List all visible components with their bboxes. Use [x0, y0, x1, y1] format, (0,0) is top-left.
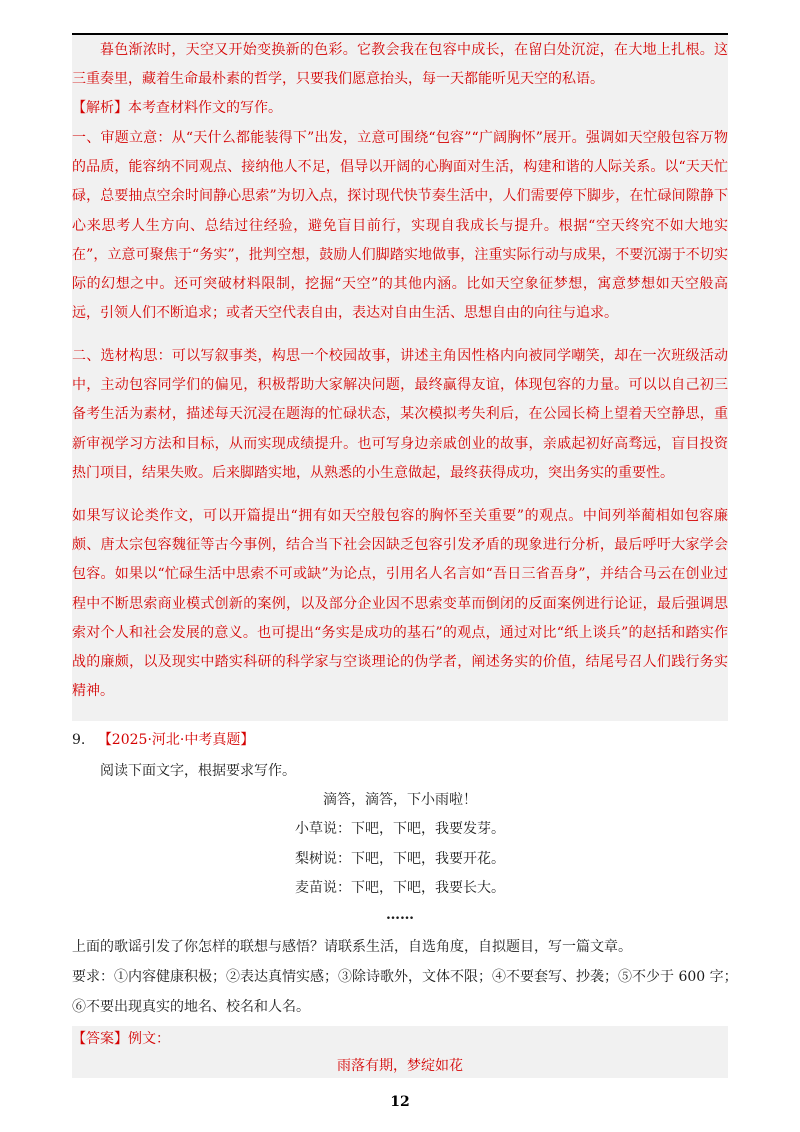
essay-ending-paragraph: 暮色渐浓时，天空又开始变换新的色彩。它教会我在包容中成长，在留白处沉淀，在大地上扎根。这三重奏里，藏着生命最朴素的哲学，只要我们愿意抬头，每一天都能听见天空的私语。 — [72, 42, 728, 88]
analysis-section-2: 二、选材构思：可以写叙事类，构思一个校园故事，讲述主角因性格内向被同学嘲笑，却在一次班级活动中，主动包容同学们的偏见，积极帮助大家解决问题，最终赢得友谊，体现包容的力量。可以以自己初三备考生活为素材，描述每天沉浸在题海的忙碌状态，某次模拟考失利后，在公园长椅上望着天空静思，重新审视学习方法和目标，从而实现成绩提升。也可写身边亲戚创业的故事，亲戚起初好高骛远，盲目投资热门项目，结果失败。后来脚踏实地，从熟悉的小生意做起，最终获得成功，突出务实的重要性。 — [72, 348, 728, 481]
question-number: 9. — [72, 732, 86, 748]
poem-line: 梨树说：下吧，下吧，我要开花。 — [295, 851, 505, 867]
analysis-label: 【解析】本考查材料作文的写作。 — [72, 100, 282, 116]
poem-line: 滴答，滴答，下小雨啦！ — [323, 792, 477, 808]
question-source: 【2025·河北·中考真题】 — [97, 732, 255, 748]
writing-requirements: 要求：①内容健康积极；②表达真情实感；③除诗歌外，文体不限；④不要套写、抄袭；⑤不少于 600 字； — [72, 969, 738, 985]
analysis-section-1: 一、审题立意：从“天什么都能装得下”出发，立意可围绕“包容”“广阔胸怀”展开。强调如天空般包容万物的品质，能容纳不同观点、接纳他人不足，倡导以开阔的心胸面对生活，构建和谐的人际关系。以“天天忙碌，总要抽点空余时间静心思索”为切入点，探讨现代快节奏生活中，人们需要停下脚步，在忙碌间隙静下心来思考人生方向、总结过往经验，避免盲目前行，实现自我成长与提升。根据“空天终究不如大地实在”，立意可聚焦于“务实”，批判空想，鼓励人们脚踏实地做事，注重实际行动与成果，不要沉溺于不切实际的幻想之中。还可突破材料限制，挖掘“天空”的其他内涵。比如天空象征梦想，寓意梦想如天空般高远，引领人们不断追求；或者天空代表自由，表达对自由生活、思想自由的向往与追求。 — [72, 130, 728, 322]
writing-requirements-cont: ⑥不要出现真实的地名、校名和人名。 — [72, 999, 310, 1015]
question-instruction: 阅读下面文字，根据要求写作。 — [100, 763, 296, 779]
answer-label: 【答案】例文： — [72, 1031, 170, 1047]
writing-prompt: 上面的歌谣引发了你怎样的联想与感悟？请联系生活，自选角度，自拟题目，写一篇文章。 — [72, 939, 632, 955]
poem-ellipsis: …… — [386, 907, 414, 923]
poem-line: 麦苗说：下吧，下吧，我要长大。 — [295, 880, 505, 896]
question-header — [72, 726, 728, 755]
poem-line: 小草说：下吧，下吧，我要发芽。 — [295, 821, 505, 837]
analysis-section-3: 如果写议论类作文，可以开篇提出“拥有如天空般包容的胸怀至关重要”的观点。中间列举蔺相如包容廉颇、唐太宗包容魏征等古今事例，结合当下社会因缺乏包容引发矛盾的现象进行分析，最后呼吁大家学会包容。如果以“忙碌生活中思索不可或缺”为论点，引用名人名言如“吾日三省吾身”，并结合马云在创业过程中不断思索商业模式创新的案例，以及部分企业因不思索变革而倒闭的反面案例进行论证，最后强调思索对个人和社会发展的意义。也可提出“务实是成功的基石”的观点，通过对比“纸上谈兵”的赵括和踏实作战的廉颇，以及现实中踏实科研的科学家与空谈理论的伪学者，阐述务实的价值，结尾号召人们践行务实精神。 — [72, 508, 728, 700]
page-number: 12 — [390, 1094, 410, 1110]
essay-title: 雨落有期，梦绽如花 — [337, 1058, 463, 1074]
